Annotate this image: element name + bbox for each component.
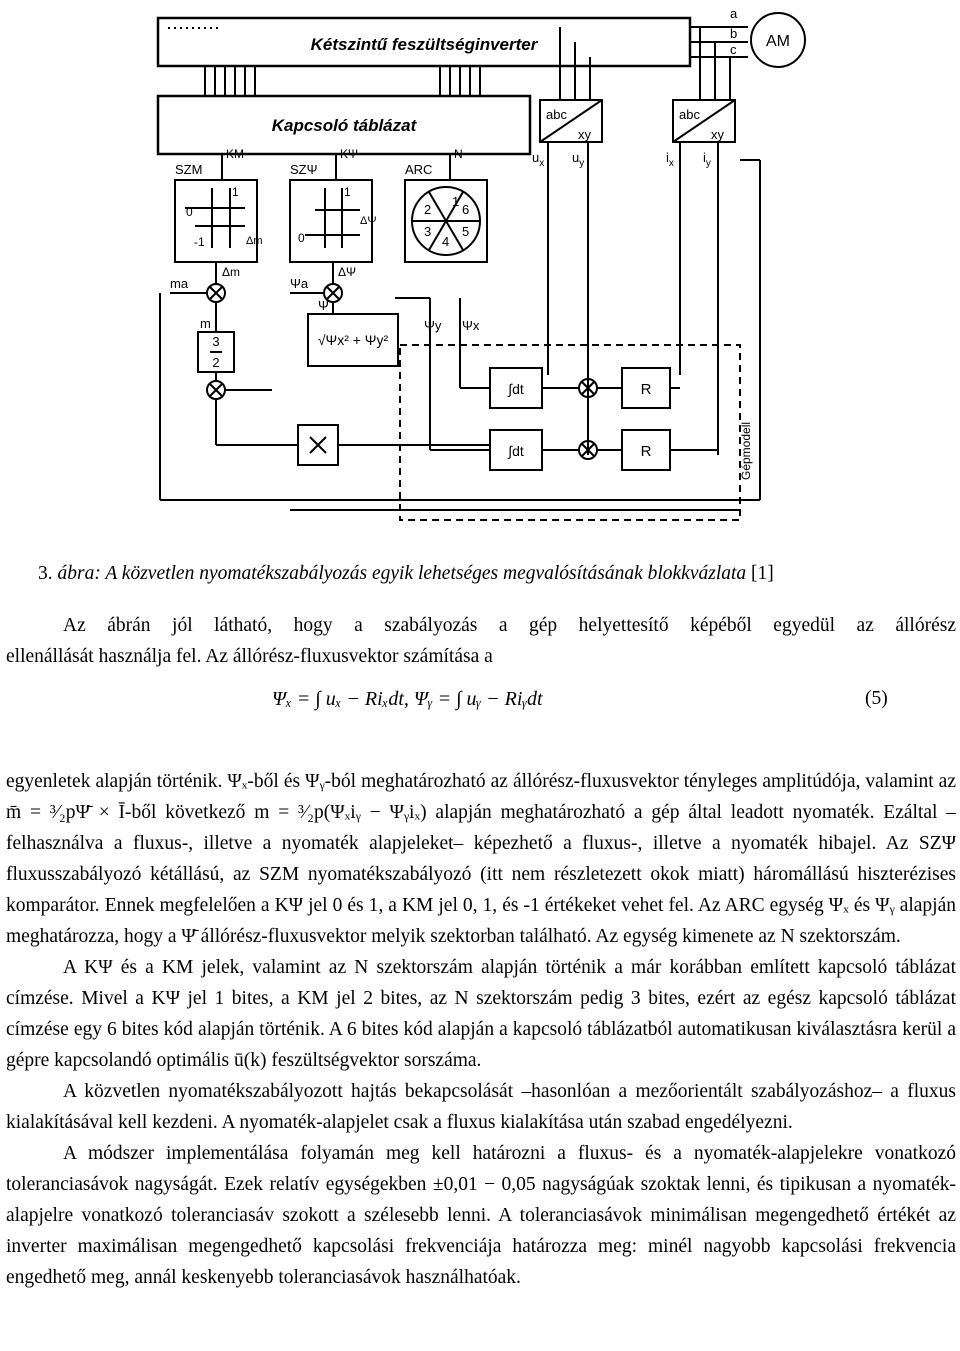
- n-label: N: [454, 147, 463, 161]
- signal-psiy: Ψy: [424, 318, 442, 333]
- equation-line: [0, 688, 960, 722]
- inverter-label: Kétszintű feszültséginverter: [310, 35, 538, 54]
- szm-value-1: 1: [232, 185, 239, 199]
- motor-label: AM: [766, 33, 790, 50]
- sector-4: 4: [442, 234, 450, 249]
- side-delta-m: Δm: [246, 235, 263, 247]
- integrator-label-1: ∫dt: [508, 381, 524, 397]
- signal-m: m: [200, 316, 211, 331]
- phase-label-c: c: [730, 42, 737, 57]
- kpsi-label: KΨ: [340, 147, 359, 161]
- signal-psi: Ψ: [318, 298, 329, 313]
- szpsi-value-1: 1: [344, 185, 351, 199]
- signal-psia: Ψa: [290, 276, 309, 291]
- km-label: KM: [226, 147, 244, 161]
- szm-value-m1: -1: [194, 235, 205, 249]
- paragraph-5: A módszer implementálása folyamán meg kell határozni a fluxus- és a nyomaték-alapjelekre vonatkozó toleranciasávok nagyságát. Ezek relatív egységekben ±0,01 − 0,05 nagyságúak szoktak lenni, és tipikusan a nyomaték-alapjelre vonatkozó toleranciasáv szokott a szélesebb lenni. A toleranciasávok minimálisan megengedhető értékét az inverter maximálisan megengedhető kapcsolási frekvenciája határozza meg: minél nagyobb kapcsolási frekvencia engedhető meg, annál keskenyebb toleranciasávok használhatóak.: [6, 1143, 956, 1288]
- delta-m-label: Δm: [222, 265, 241, 279]
- voltage-out-ux: $u_x$: [532, 150, 545, 169]
- block-diagram-figure: [0, 0, 960, 545]
- caption-ref: [1]: [751, 563, 774, 584]
- delta-psi-label: ΔΨ: [338, 265, 357, 279]
- sector-5: 5: [462, 224, 470, 239]
- sector-2: 2: [424, 202, 432, 217]
- szpsi-label: SZΨ: [290, 162, 318, 177]
- machine-model-label: Gépmodell: [739, 421, 753, 480]
- szm-label: SZM: [175, 162, 203, 177]
- equation-number: (5): [865, 688, 888, 709]
- transform-label-bottom-2: xy: [711, 127, 724, 142]
- caption-number: 3.: [38, 563, 53, 584]
- transform-label-top-1: abc: [546, 107, 567, 122]
- paragraph-1-line-1: Az ábrán jól látható, hogy a szabályozás a gép helyettesítő képéből egyedül az állórész: [63, 615, 956, 636]
- caption-text: ábra: A közvetlen nyomatékszabályozás egyik lehetséges megvalósításának blokkvázlata: [57, 563, 747, 584]
- figure-caption: [38, 563, 774, 585]
- transform-label-top-2: abc: [679, 107, 700, 122]
- integrator-label-2: ∫dt: [508, 443, 524, 459]
- signal-psix: Ψx: [462, 318, 480, 333]
- voltage-out-uy: $u_y$: [572, 150, 585, 169]
- sector-6: 6: [462, 202, 470, 217]
- szm-value-0: 0: [186, 205, 193, 219]
- phase-label-a: a: [730, 6, 738, 21]
- sector-1: 1: [452, 194, 460, 209]
- szpsi-value-0: 0: [298, 231, 305, 245]
- machine-model-boundary: [400, 345, 740, 520]
- arc-label: ARC: [405, 162, 433, 177]
- paragraph-3: A KΨ és a KM jelek, valamint az N szektorszám alapján történik a már korábban említett kapcsoló táblázat címzése. Mivel a KΨ jel 1 bites, a KM jel 2 bites, az N szektorszám pedig 3 bites, ezért az egész kapcsoló táblázat címzése egy 6 bites kód alapján történik. A 6 bites kód alapján a kapcsoló táblázatból automatikusan kiválasztásra kerül a gépre kapcsolandó optimális ū(k) feszültségvektor sorszáma.: [6, 957, 956, 1071]
- gain-denominator: 2: [212, 355, 220, 370]
- sqrt-label: √Ψx² + Ψy²: [317, 332, 389, 348]
- resistor-label-1: R: [640, 381, 652, 398]
- equation-formula: Ψₓ = ∫ uₓ − Riₓdt, Ψᵧ = ∫ uᵧ − Riᵧdt: [272, 688, 543, 710]
- paragraph-2: egyenletek alapján történik. Ψₓ-ből és Ψᵧ-ból meghatározható az állórész-fluxusvektor tényleges amplitúdója, valamint az m̄ = ³⁄₂pΨ̄ × Ī-ből következő m = ³⁄₂p(Ψₓiᵧ − Ψᵧiₓ) alapján meghatározható a gép által leadott nyomaték. Ezáltal –felhasználva a fluxus-, illetve a nyomaték alapjeleket– képezhető a fluxus-, illetve a nyomaték hibajel. Az SZΨ fluxusszabályozó kétállású, az SZM nyomatékszabályozó (itt nem részletezett okok miatt) háromállású hiszterézises komparátor. Ennek megfelelően a KΨ jel 0 és 1, a KM jel 0, 1, és -1 értékeket vehet fel. Az ARC egység Ψₓ és Ψᵧ alapján meghatározza, hogy a Ψ̄ állórész-fluxusvektor melyik szektorban található. Az egység kimenete az N szektorszám.: [6, 771, 956, 947]
- sector-3: 3: [424, 224, 432, 239]
- current-out-iy: $i_y$: [703, 150, 711, 169]
- signal-ma: ma: [170, 276, 189, 291]
- paragraph-1-line-2: ellenállását használja fel. Az állórész-fluxusvektor számítása a: [6, 646, 493, 667]
- resistor-label-2: R: [640, 443, 652, 460]
- szm-block: [175, 180, 257, 262]
- side-delta-psi: ΔΨ: [360, 215, 377, 227]
- current-out-ix: $i_x$: [666, 150, 674, 169]
- transform-label-bottom-1: xy: [578, 127, 591, 142]
- paragraph-4: A közvetlen nyomatékszabályozott hajtás bekapcsolását –hasonlóan a mezőorientált szabályozáshoz– a fluxus kialakításával kell kezdeni. A nyomaték-alapjelet csak a fluxus kialakítása után szabad engedélyezni.: [6, 1081, 956, 1133]
- switch-table-label: Kapcsoló táblázat: [271, 116, 417, 135]
- gain-numerator: 3: [212, 334, 220, 349]
- phase-label-b: b: [730, 26, 738, 41]
